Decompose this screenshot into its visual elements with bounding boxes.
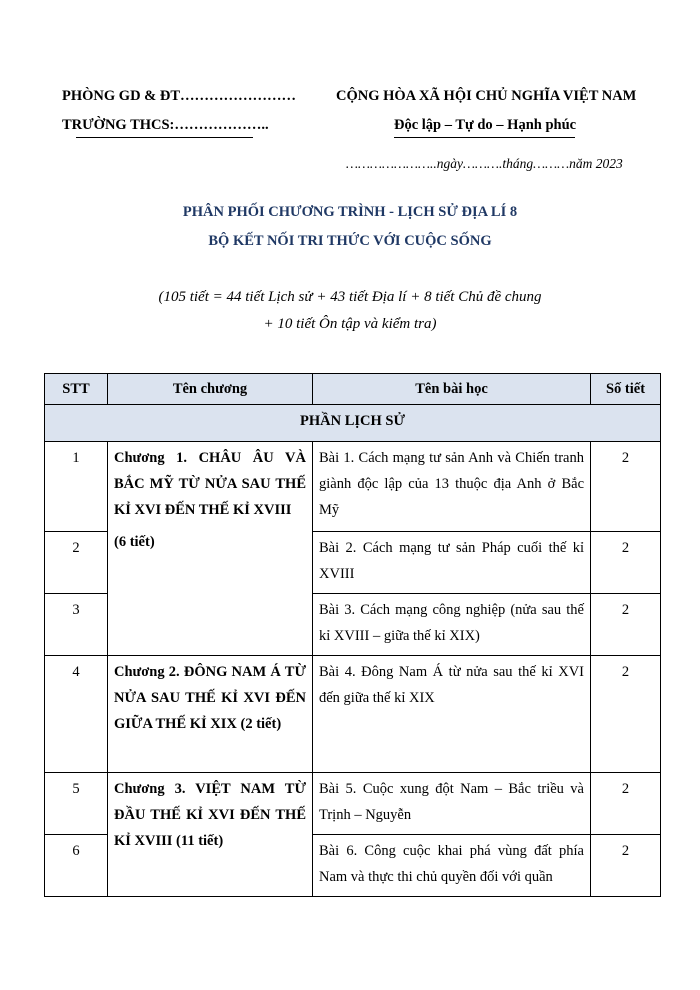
section-row (45, 405, 661, 442)
stt-cell: 4 (45, 656, 108, 773)
lesson-cell: Bài 1. Cách mạng tư sản Anh và Chiến tranh giành độc lập của 13 thuộc địa Anh ở Bắc Mỹ (313, 442, 591, 532)
table-row (45, 656, 661, 773)
curriculum-table (44, 373, 661, 897)
section-history: PHẦN LỊCH SỬ (45, 405, 661, 442)
stt-cell: 2 (45, 532, 108, 594)
lesson-cell: Bài 5. Cuộc xung đột Nam – Bắc triều và Trịnh – Nguyễn (313, 773, 591, 835)
periods-cell: 2 (591, 442, 661, 532)
periods-cell: 2 (591, 656, 661, 773)
header-periods: Số tiết (591, 374, 661, 405)
periods-cell: 2 (591, 835, 661, 897)
period-summary-line1: (105 tiết = 44 tiết Lịch sử + 43 tiết Địa lí + 8 tiết Chủ đề chung (158, 289, 542, 305)
periods-cell: 2 (591, 594, 661, 656)
header-lesson: Tên bài học (313, 374, 591, 405)
chapter-cell (108, 656, 313, 773)
chapter-title: Chương 2. ĐÔNG NAM Á TỪ NỬA SAU THẾ KỈ XVI ĐẾN GIỮA THẾ KỈ XIX (2 tiết) (114, 664, 306, 732)
table-row (45, 773, 661, 835)
chapter-cell (108, 773, 313, 897)
lesson-cell: Bài 6. Công cuộc khai phá vùng đất phía Nam và thực thi chủ quyền đối với quần (313, 835, 591, 897)
stt-cell: 5 (45, 773, 108, 835)
doc-title: PHÂN PHỐI CHƯƠNG TRÌNH - LỊCH SỬ ĐỊA LÍ 8 (182, 204, 518, 220)
motto-underline (394, 137, 575, 138)
periods-cell: 2 (591, 773, 661, 835)
national-motto: Độc lập – Tự do – Hạnh phúc (394, 117, 577, 133)
header-stt: STT (45, 374, 108, 405)
date-line: …………………..ngày……….tháng………năm 2023 (346, 156, 623, 171)
lesson-cell: Bài 2. Cách mạng tư sản Pháp cuối thế kỉ XVIII (313, 532, 591, 594)
period-summary-line2: + 10 tiết Ôn tập và kiểm tra) (263, 316, 437, 332)
lesson-cell: Bài 3. Cách mạng công nghiệp (nửa sau thế kỉ XVIII – giữa thế kỉ XIX) (313, 594, 591, 656)
stt-cell: 6 (45, 835, 108, 897)
school-name: TRƯỜNG THCS:……………….. (62, 117, 269, 133)
national-title: CỘNG HÒA XÃ HỘI CHỦ NGHĨA VIỆT NAM (336, 88, 637, 104)
chapter-cell (108, 442, 313, 656)
doc-subtitle: BỘ KẾT NỐI TRI THỨC VỚI CUỘC SỐNG (208, 233, 492, 249)
chapter-periods: (6 tiết) (114, 534, 155, 550)
table-header-row (45, 374, 661, 405)
school-underline (76, 137, 253, 138)
department-name: PHÒNG GD & ĐT…………………… (62, 88, 297, 104)
lesson-cell: Bài 4. Đông Nam Á từ nửa sau thế kỉ XVI đến giữa thế kỉ XIX (313, 656, 591, 773)
table-row (45, 442, 661, 532)
periods-cell: 2 (591, 532, 661, 594)
chapter-title: Chương 1. CHÂU ÂU VÀ BẮC MỸ TỪ NỬA SAU THẾ KỈ XVI ĐẾN THẾ KỈ XVIII (114, 450, 306, 518)
stt-cell: 3 (45, 594, 108, 656)
header-chapter: Tên chương (108, 374, 313, 405)
chapter-title: Chương 3. VIỆT NAM TỪ ĐẦU THẾ KỈ XVI ĐẾN THẾ KỈ XVIII (11 tiết) (114, 781, 306, 849)
stt-cell: 1 (45, 442, 108, 532)
